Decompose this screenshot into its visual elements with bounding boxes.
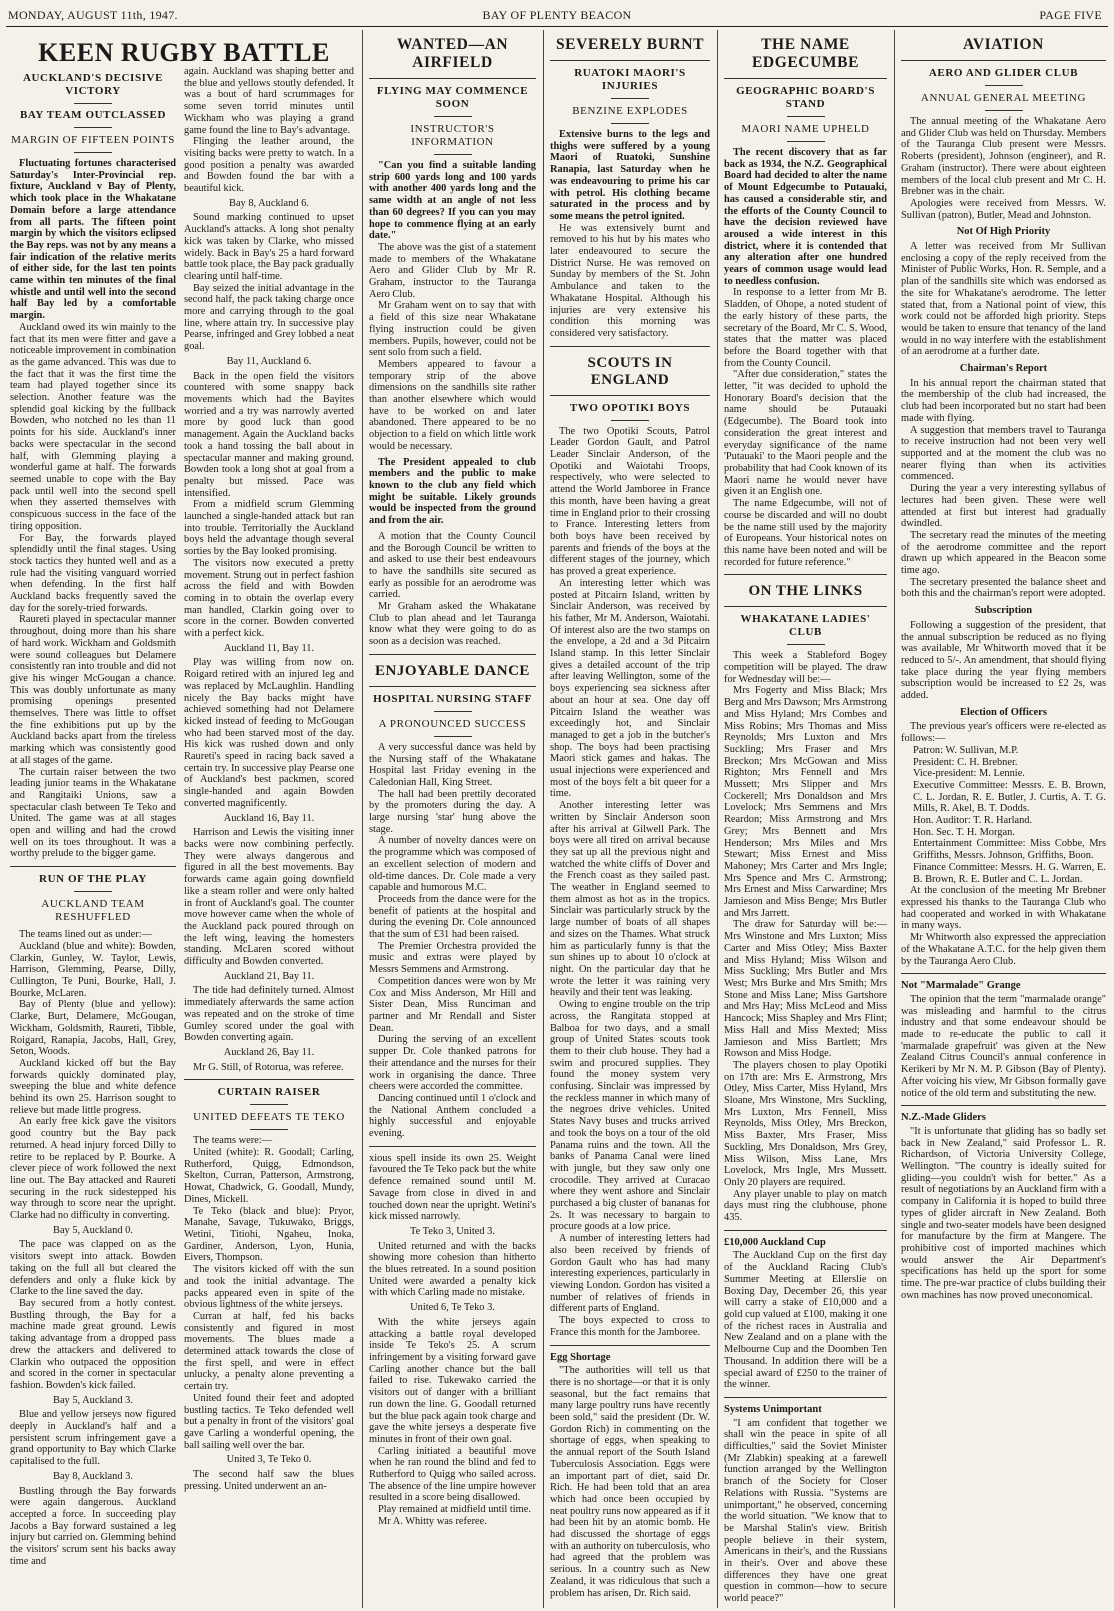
paragraph: This week a Stableford Bogey competition will be played. The draw for Wednesday will be:— — [724, 650, 887, 685]
divider — [434, 154, 472, 155]
paragraph: During the year a very interesting syllabus of lectures had been given. These were well attended at first but interest had gradually dwindled. — [901, 483, 1106, 530]
paragraph: The secretary presented the balance sheet and both this and the chairman's report were adopted. — [901, 576, 1106, 600]
subhead-run-of-play: RUN OF THE PLAY — [39, 873, 147, 886]
headline-burnt: SEVERELY BURNT — [555, 36, 705, 53]
paragraph: Sound marking continued to upset Auckland's attacks. A long shot penalty kick was taken by Clarke, who missed widely. Back in Bay's 25 a hard forward battle took place, the Bay pack gradually clearing until half-time. — [184, 212, 354, 282]
score-line: Auckland 26, Bay 11. — [223, 1046, 315, 1058]
score-line: Bay 11, Auckland 6. — [226, 355, 312, 367]
divider — [369, 686, 536, 687]
divider — [787, 116, 825, 117]
paragraph: Play remained at midfield until time. — [378, 1504, 531, 1516]
paragraph: United returned and with the backs showing more cohesion than hitherto the blues retreated. In a sound position United were awarded a penalty kick with which Carling made no mistake. — [369, 1240, 536, 1299]
divider — [901, 1105, 1106, 1106]
officer-item: President: C. H. Brebner. — [913, 756, 1018, 768]
score-line: Te Teko 3, United 3. — [410, 1225, 495, 1237]
subhead-instructor: INSTRUCTOR'S INFORMATION — [410, 123, 495, 148]
subhead-subscription: Subscription — [974, 605, 1033, 617]
subhead-systems: Systems Unimportant — [724, 1403, 822, 1415]
subhead-nursing: HOSPITAL NURSING STAFF — [373, 692, 532, 705]
paragraph: The pace was clapped on as the visitors swept into attack. Bowden taking on the full all but cleared the defenders and only a fluke kick by Clarke to the line saved the day. — [10, 1239, 176, 1298]
paragraph: Curran at half, fed his backs consistently and figured in most movements. The blues made a determined attack towards the close of the first spell, and were in effect unlucky, a penalty alone preventing a certain try. — [184, 1310, 354, 1393]
paragraph: Te Teko (black and blue): Pryor, Manahe, Savage, Tukuwako, Briggs, Wetini, Titiohi, Ngaheu, Inoka, Gardiner, Anderson, Lyon, Hunia, Eivers, Thompson. — [184, 1205, 354, 1264]
score-line: Bay 5, Auckland 3. — [53, 1394, 133, 1406]
divider — [250, 1104, 288, 1105]
paragraph: Auckland owed its win mainly to the fact that its men were fitter and gave a noticeable improvement in combination as the game advanced. This was due to the fact that it was the first time the team had played together since its selection. Another feature was the splendid goal kicking by the fullback Bowden, who notched no les than 11 points for his side. Auckland's inner backs were spectacular in the second half, with Glemming playing a wonderful game at half. The forwards seemed unable to cope with the Bay pack until well into the second spell when they asserted themselves with conspicuous success in the face of the tiring opposition. — [10, 321, 176, 532]
divider — [724, 574, 887, 575]
paragraph: Bay of Plenty (blue and yellow): Clarke, Burt, Delamere, McGougan, Wickham, Goldsmith, Raureti, Tibble, Roigard, Ranapia, Jacobs, Hall, Grey, Seton, Woods. — [10, 999, 176, 1058]
paragraph: Any player unable to play on match days must ring the clubhouse, phone 435. — [724, 1188, 887, 1224]
divider — [724, 1397, 887, 1398]
paragraph: "After due consideration," states the letter, "it was decided to uphold the Honorary Board's decision that the name should be Putauaki (Edgecumbe). The Board took into consideration the great interest and everyday significance of the name 'Putauaki' to the Maori people and the probability that had Cook known of its Maori name he would never have given it an English one. — [724, 369, 887, 498]
divider — [434, 736, 472, 737]
subhead-election: Election of Officers — [960, 706, 1047, 718]
subhead-curtain-raiser: CURTAIN RAISER — [217, 1086, 321, 1099]
article-lead: The recent discovery that as far back as 1934, the N.Z. Geographical Board had decided to alter the name of Mount Edgecumbe to Putauaki, has caused a considerable stir, and the efforts of the County Council to have the decision reviewed have aroused a wide interest in this district, where it is contended that any alteration after one hundred years of common usage would lead to needless confusion. — [724, 147, 887, 287]
headline-rugby: KEEN RUGBY BATTLE — [38, 38, 330, 67]
subhead-cup: £10,000 Auckland Cup — [724, 1236, 826, 1248]
paragraph: Auckland kicked off but the Bay forwards quickly dominated play, sweeping the blue and white defence behind its own 25. Harrison sought to relieve but made little progress. — [10, 1057, 176, 1116]
paragraph: Proceeds from the dance were for the benefit of patients at the hospital and during the evening Dr. Cole announced that the sum of £31 had been raised. — [369, 893, 536, 941]
divider — [550, 60, 710, 61]
officer-item: Finance Committee: Messrs. H. G. Warren, E. B. Brown, R. E. Butler and C. L. Jordan. — [913, 861, 1106, 885]
paragraph: Mr Graham went on to say that with a field of this size near Whakatane flying instruction could be given members. Pupils, however, could not be sent solo from such a field. — [369, 300, 536, 359]
divider — [434, 116, 472, 117]
score-line: Bay 8, Auckland 3. — [53, 1470, 133, 1482]
paragraph: Competition dances were won by Mr Cox and Miss Anderson, Mr Hill and Sister Dean, Miss Runciman and partner and Mr Rendall and Sister Dean. — [369, 975, 536, 1034]
masthead-paper: BAY OF PLENTY BEACON — [482, 8, 632, 22]
deck-1: AUCKLAND'S DECISIVE VICTORY — [22, 72, 164, 97]
paragraph: The two Opotiki Scouts, Patrol Leader Gordon Gault, and Patrol Leader Sinclair Anderson, of the Opotiki and Waiotahi Troops, respectively, who were selected to attend the World Jamboree in France this month, have been having a great time in England prior to their crossing to France. Interesting letters from both boys have been received by parents and friends of the boys at the different stages of the journey, which has proved a great experience. — [550, 425, 710, 578]
divider — [985, 85, 1023, 86]
score-line: Bay 5, Auckland 0. — [53, 1224, 133, 1236]
paragraph: An early free kick gave the visitors good country but the Bay pack returned. A head injury forced Dilly to retire to be replaced by P. Bourke. A clever piece of work followed the next line out. The Bay attacked and Raureti securing in the ruck sidestepped his way through to score near the upright. Clarke had no difficulty in converting. — [10, 1116, 176, 1222]
divider — [724, 78, 887, 79]
subhead-flying: FLYING MAY COMMENCE SOON — [376, 85, 529, 110]
deck-2: BAY TEAM OUTCLASSED — [19, 109, 167, 121]
column-5 — [724, 30, 887, 1608]
paragraph: The visitors now executed a pretty movement. Strung out in perfect fashion across the field and with Bowden coming in to obtain the overlap every man handled, Clarkin going over to score in the corner. Bowden converted with a perfect kick. — [184, 557, 354, 640]
subhead-benzine: BENZINE EXPLODES — [572, 105, 688, 117]
divider — [250, 1129, 288, 1130]
divider — [184, 1079, 354, 1080]
paragraph: The players chosen to play Opotiki on 17th are: Mrs E. Armstrong, Mrs Otley, Miss Carter, Miss Hyland, Mrs Sloane, Mrs Winstone, Mrs Suckling, Mrs Luxton, Mrs Fennell, Miss Reynolds, Miss Otley, Mrs Breckon, Miss Baxter, Mrs Fraser, Miss Suckling, Mrs Donaldson, Mrs Grey, Miss Wilson, Miss Lane, Mrs Lovelock, Mrs Ingle, Mrs Mussett. Only 20 players are required. — [724, 1059, 887, 1188]
paragraph: Following a suggestion of the president, that the annual subscription be reduced as no flying was available, Mr Whitworth moved that it be reduced to 5/-. An amendment, that should flying take place during the year flying members subscription would be increased to £2 2s, was added. — [901, 619, 1106, 702]
paragraph: xious spell inside its own 25. Weight favoured the Te Teko pack but the white defence remained sound until M. Savage from close in dived in and touched down near the upright. Wetini's kick missed narrowly. — [369, 1152, 536, 1223]
divider — [787, 644, 825, 645]
paragraph: The hall had been prettily decorated by the promoters during the day. A large nursing 'star' hung above the stage. — [369, 788, 536, 835]
paragraph: An interesting letter which was posted at Pitcairn Island, written by Sinclair Anderson, was received by his father, Mr M. Anderson, Waiotahi. Of interest also are the two stamps on the envelope, a 2d and a 3d Pitcairn Island stamp. In this letter Sinclair gives a detailed account of the trip after leaving Wellington, some of the boys experiencing sea sickness after about an hour at sea. One day off Pitcairn Island the weather was exceedingly hot, and Sinclair managed to get a job in the butcher's shop. The boys had been practising Maori stick games and hakas. The usual injections were experienced and most of the boys felt a bit queer for a time. — [550, 577, 710, 800]
masthead-date: MONDAY, AUGUST 11th, 1947. — [8, 8, 178, 22]
paragraph: Members appeared to favour a temporary strip of the above dimensions on the sandhills site rather than another elsewhere which would have to be worked on and later abandoned. There appeared to be no objection to a field on which little work would be necessary. — [369, 358, 536, 452]
divider — [611, 123, 649, 124]
column-rule — [543, 30, 544, 1608]
divider — [985, 110, 1023, 111]
paragraph: United (white): R. Goodall; Carling, Rutherford, Quigg, Edmondson, Skelton, Curran, Patterson, Armstrong, Howat, Chadwick, G. Goodall, Mundy, Dines, Mickell. — [184, 1147, 354, 1205]
divider — [434, 711, 472, 712]
paragraph: The tide had definitely turned. Almost immediately afterwards the same action was repeated and on the stroke of time Gumley scored under the goal with Bowden converting again. — [184, 985, 354, 1044]
subhead-success: A PRONOUNCED SUCCESS — [378, 717, 527, 730]
divider — [611, 420, 649, 421]
paragraph: The visitors kicked off with the sun and took the initial advantage. The packs appeared even in spite of the obvious lightness of the white jerseys. — [184, 1264, 354, 1311]
paragraph: The curtain raiser between the two leading junior teams in the Whakatane and Rangitaiki Unions, saw a spectacular clash between Te Teko and United. The game was at all stages open and willing and had the crowd well on its toes throughout. It was a worthy prelude to the bigger game. — [10, 766, 176, 860]
divider — [369, 1146, 536, 1147]
paragraph: United found their feet and adopted bustling tactics. Te Teko defended well but a penalty in front of the visitors' goal gave Carling a wonderful opening, the ball sailing well over the bar. — [184, 1392, 354, 1451]
divider — [74, 152, 112, 153]
paragraph: He was extensively burnt and removed to his hut by his mates who later endeavoured to secure the District Nurse. He was removed on Sunday by members of the St. John Ambulance and taken to the Whakatane Hospital. Although his injuries are very extensive his condition this morning was considered very satisfactory. — [550, 222, 710, 339]
paragraph: Auckland (blue and white): Bowden, Clarkin, Gunley, W. Taylor, Lewis, Harrison, Glemming, Pearse, Dilly, Cullington, Te Puni, Bourke, Hall, J. Bourke, McLaren. — [10, 940, 176, 999]
paragraph: Mrs Fogerty and Miss Black; Mrs Berg and Mrs Dawson; Mrs Armstrong and Miss Hyland; Mrs Combes and Miss Robins; Mrs Thomas and Miss Reynolds; Mrs Luxton and Mrs Suckling; Mrs Fraser and Mrs Breckon; Mrs McGowan and Miss Righton; Mrs Fennell and Mrs Mussett; Mrs Slipper and Mrs Cockerell; Mrs Donaldson and Mrs Lovelock; Mrs Semmens and Mrs Reardon; Miss Armstrong and Mrs Grey; Mrs Bennett and Mrs Henderson; Mrs Miles and Mrs Stewart; Miss Ernest and Miss Mahoney; Mrs Carter and Mrs Ingle; Mrs Spence and Mrs C. Armstrong; Mrs Ernest and Miss Carwardine; Mrs Jamieson and Miss Benge; Mrs Butler and Mrs Jarrett. — [724, 685, 887, 919]
score-line: Bay 8, Auckland 6. — [229, 197, 309, 209]
paragraph: Another interesting letter was written by Sinclair Anderson soon after his arrival at Gilwell Park. The boys were all tired on arrival because they sat up all the previous night and watched the white cliffs of Dover and the French coast as they sailed past. The weather in England seemed to them almost as hot as in the tropics. Sinclair was particularly struck by the large number of boats of all shapes and sizes on the Thames. What struck him as particularly funny is that the sun shines up to about 10 o'clock at night. On the particular day that he wrote the letter it was raining very heavily and their tent was leaking. — [550, 800, 710, 999]
paragraph: The previous year's officers were re-elected as follows:— — [901, 721, 1106, 745]
paragraph: Mr Graham asked the Whakatane Club to plan ahead and let Tauranga know what they were going to do as soon as a decision was reached. — [369, 601, 536, 648]
paragraph: Blue and yellow jerseys now figured deeply in Auckland's half and a persistent scrum infringement gave a grand opportunity to Bay which Clarke capitalised to the full. — [10, 1409, 176, 1468]
column-rule — [894, 30, 895, 1608]
divider — [724, 606, 887, 607]
divider — [74, 103, 112, 104]
paragraph: Carling initiated a beautiful move when he ran round the blind and fed to Rutherford to Quigg who sailed across. The absence of the line umpire however resulted in a score being disallowed. — [369, 1445, 536, 1504]
paragraph: Mr A. Whitty was referee. — [378, 1515, 487, 1527]
paragraph: "The authorities will tell us that there is no shortage—or that it is only seasonal, but the fact remains that many large poultry runs have recently been sold," said the president (Dr. W. Gordon Rich) in commenting on the shortage of eggs, when speaking to the annual report of the South Island Tuberculosis Association. Eggs were an important part of diet, said Dr. Rich. He had been told that an area which had once been occupied by neat poultry runs now appeared as if it had been hit by an atomic bomb. He had discussed the shortage of eggs with an authority on tuberculosis, who had agreed that the problem was serious. In a country such as New Zealand, it was ridiculous that such a problem has arisen, Dr. Rich said. — [550, 1365, 710, 1599]
headline-airfield: WANTED—AN AIRFIELD — [396, 36, 509, 71]
paragraph: Flinging the leather around, the visiting backs were pretty to watch. In a good position a penalty was awarded and Bowden found the bar with a beautiful kick. — [184, 136, 354, 195]
divider — [550, 346, 710, 347]
paragraph: The Auckland Cup on the first day of the Auckland Racing Club's Summer Meeting at Ellerslie on Boxing Day, December 26, this year will carry a stake of £10,000 and a gold cup valued at £100, making it one of the richest races in Australia and New Zealand and on a plane with the Melbourne Cup and the Doomben Ten Thousand. In addition there will be a special award of £250 to the trainer of the winner. — [724, 1250, 887, 1391]
article-lead: Fluctuating fortunes characterised Saturday's Inter-Provincial rep. fixture, Auckland v Bay of Plenty, which took place in the Whakatane Domain before a large attendance from all parts. The fifteen point margin by which the visitors eclipsed the Bay reps. was not by any means a fair indication of the relative merits of either side, for the last ten points came within ten minutes of the final whistle and until well into the second half Bay led by a comfortable margin. — [10, 158, 176, 322]
divider — [550, 1345, 710, 1346]
score-line: Auckland 16, Bay 11. — [223, 812, 315, 824]
paragraph: The Premier Orchestra provided the music and extras were played by Messrs Semmens and Armstrong. — [369, 940, 536, 976]
score-line: Auckland 21, Bay 11. — [223, 970, 315, 982]
paragraph: The secretary read the minutes of the meeting of the aerodrome committee and the report drawn up which appeared in the Beacon some time ago. — [901, 529, 1106, 577]
article-lead: Extensive burns to the legs and thighs were suffered by a young Maori of Ruatoki, Sunshine Ranapia, last Saturday when he was endeavouring to prime his car with petrol. His clothing became saturated in the process and by some means the petrol ignited. — [550, 129, 710, 222]
paragraph: The above was the gist of a statement made to members of the Whakatane Aero and Glider Club by Mr R. Graham, instructor to the Tauranga Aero Club. — [369, 241, 536, 300]
paragraph: A very successful dance was held by the Nursing staff of the Whakatane Hospital last Friday evening in the Caledonian Hall, King Street. — [369, 741, 536, 788]
officer-item: Entertainment Committee: Miss Cobbe, Mrs Griffiths, Messrs. Johnson, Griffiths, Boon. — [913, 838, 1106, 862]
paragraph: The teams were:— — [193, 1135, 273, 1147]
divider — [369, 654, 536, 655]
column-4 — [550, 30, 710, 1608]
paragraph: The annual meeting of the Whakatane Aero and Glider Club was held on Thursday. Members of the Tauranga Club present were Messrs. Roberts (president), Johnson (engineer), and R. Graham (instructor). There were about eighteen members of the local club present and Mr C. H. Brebner was in the chair. — [901, 116, 1106, 198]
subhead-marmalade: Not "Marmalade" Grange — [901, 980, 1021, 992]
deck-3: MARGIN OF FIFTEEN POINTS — [11, 134, 175, 146]
column-6 — [901, 30, 1106, 1608]
paragraph: A motion that the County Council and the Borough Council be written to and asked to use their best endeavours to have the sandhills site secured as early as possible for an aerodrome was carried. — [369, 530, 536, 601]
divider — [550, 395, 710, 396]
article-lead: "Can you find a suitable landing strip 600 yards long and 100 yards with another 400 yards long and the same width at an angle of not less than 60 degrees? If you can you may hope to commence flying at an early date." — [369, 160, 536, 242]
subhead-geographic: GEOGRAPHIC BOARD'S STAND — [736, 85, 875, 110]
headline-scouts: SCOUTS IN ENGLAND — [587, 354, 673, 388]
paragraph: Mr Whitworth also expressed the appreciation of the Whakatane A.T.C. for the help given them by the Tauranga Aero Club. — [901, 932, 1106, 967]
subhead-maori-name: MAORI NAME UPHELD — [741, 123, 870, 135]
paragraph: The opinion that the term "marmalade orange" was misleading and harmful to the citrus industry and that some endeavour should be made to re-educate the public to call it 'marmalade grapefruit' was given at the New Zealand Citrus Council's annual conference in Kerikeri by Mr N. M. P. Gibson (Bay of Plenty). After voicing his view, Mr Gibson formally gave notice of the old term and substituting the new. — [901, 993, 1106, 1099]
divider — [74, 127, 112, 128]
officer-item: Patron: W. Sullivan, M.P. — [913, 744, 1019, 756]
paragraph: From a midfield scrum Glemming launched a single-handed attack but ran into trouble. Territorially the Auckland boys held the advantage though several sorties by the Bay looked promising. — [184, 499, 354, 558]
paragraph: The teams lined out as under:— — [19, 929, 153, 941]
paragraph: Mr G. Still, of Rotorua, was referee. — [193, 1061, 344, 1073]
paragraph: For Bay, the forwards played splendidly until the final stages. Using stock tactics they hunted well and as a rule had the visiting vanguard worried when defending. In the first half Auckland backs frequently saved the day for the sorely-tried forwards. — [10, 532, 176, 614]
paragraph: The draw for Saturday will be:— Mrs Winstone and Mrs Luxton; Miss Carter and Miss Otley; Miss Baxter and Miss Hyland; Miss Wilson and Miss Suckling; Mrs Butler and Mrs West; Mrs Burke and Mrs Smith; Mrs Stone and Miss Lane; Miss Gartshore and Mrs Hay; Miss McLeod and Miss Hancock; Miss Shapley and Mrs Flint; Miss Hall and Miss Mexted; Miss Jamieson and Miss Bartlett; Mrs Rowson and Miss Hodge. — [724, 919, 887, 1060]
paragraph: Harrison and Lewis the visiting inner backs were now combining perfectly. They were always dangerous and figured in all the best movements. Bay forwards came again going downfield like a steam roller and were only halted in front of Auckland's goal. The counter move however came when the whole of the Auckland pack poured through on the left wing, leaving the homesters standing. McLaren scored without difficulty and Bowden converted. — [184, 827, 354, 968]
subhead-egg: Egg Shortage — [550, 1351, 611, 1363]
paragraph: During the serving of an excellent supper Dr. Cole thanked patrons for their attendance and the nurses for their work in organising the dance. Three cheers were accorded the committee. — [369, 1034, 536, 1093]
paragraph: again. Auckland was shaping better and the blue and yellows stoutly defended. It was a bout of hard scrummages for some seven torrid minutes until Wickham who was playing a grand game found the line to Bay's advantage. — [184, 66, 354, 136]
paragraph: Apologies were received from Messrs. W. Sullivan (patron), Butler, Mead and Johnston. — [901, 197, 1106, 221]
divider — [787, 141, 825, 142]
headline-links: ON THE LINKS — [748, 583, 863, 600]
subhead-united: UNITED DEFEATS TE TEKO — [193, 1111, 345, 1124]
column-3 — [369, 30, 536, 1608]
paragraph: A letter was received from Mr Sullivan enclosing a copy of the reply received from the Minister of Public Works, Hon. R. Semple, and a plan of the sandhills site which was endorsed as the site for Whakatane's aerodrome. The letter stated that, from a National point of view, this work could not be afforded high priority. Steps would be taken to ensure that tenancy of the land would in no way interfere with the establishment of an aerodrome at a further date. — [901, 241, 1106, 358]
subhead-high-priority: Not Of High Priority — [956, 226, 1051, 238]
officer-item: Hon. Auditor: T. R. Harland. — [913, 815, 1033, 827]
paragraph: At the conclusion of the meeting Mr Brebner expressed his thanks to the Tauranga Club who had cooperated and worked in with Whakatane in many ways. — [901, 885, 1106, 932]
paragraph: Back in the open field the visitors countered with some snappy back movements which had the Bayites worried and a try was narrowly averted more by good luck than good management. Again the Auckland backs took a hand tossing the ball about in spectacular manner and making ground. Bowden took a long shot at goal from a penalty but missed. Pace was intensified. — [184, 370, 354, 499]
divider — [724, 1230, 887, 1231]
paragraph: Bay secured from a hotly contest. Bustling through, the Bay for a machine made great ground. Lewis taking advantage from a dropped pass drew the attackers and delivered to Clarkin who outpaced the opposition and scored in the corner in spectacular fashion. Bowden's kick failed. — [10, 1297, 176, 1391]
subhead-ladies-club: WHAKATANE LADIES' CLUB — [740, 613, 871, 639]
score-line: United 6, Te Teko 3. — [410, 1302, 495, 1314]
paragraph: Dancing continued until 1 o'clock and the National Anthem concluded a highly successful and enjoyable evening. — [369, 1092, 536, 1140]
paragraph: Raureti played in spectacular manner throughout, doing more than his share of hard work. Wickham and Goldsmith were sound colleagues but Delamere consistently ran into trouble and did not give his winger McGougan a chance. This was doubly unfortunate as many promising openings presented themselves. There was little to offset the fine exhibitions put up by the Auckland backs apart from the tireless marking which was consistently good at all stages of the game. — [10, 614, 176, 766]
divider — [611, 98, 649, 99]
subhead-opotiki: TWO OPOTIKI BOYS — [569, 401, 691, 414]
subhead-aero-club: AERO AND GLIDER CLUB — [928, 67, 1079, 79]
paragraph: Owing to engine trouble on the trip across, the Rangitata stopped at Balboa for two days, and a small group of United States scouts took them to their club house. They had a swim and procured supplies. They found the money system very confusing. Sinclair was impressed by the reckless manner in which many of the negroes drive vehicles. United States Navy buses and trucks arrived and took the boys on a tour of the old Panama ruins and the town. All the banks of Panama Canal were lined with jungle, but they saw only one crocodile. They arrived at Curacao where they went ashore and Sinclair purchased a big cluster of bananas for 2s. It was necessary to bargain to procure goods at a low price. — [550, 999, 710, 1233]
divider — [901, 60, 1106, 61]
subhead-gliders: N.Z.-Made Gliders — [901, 1112, 986, 1124]
column-2 — [184, 66, 354, 1608]
divider — [74, 891, 112, 892]
headline-aviation: AVIATION — [963, 36, 1044, 53]
officer-item: Executive Committee: Messrs. E. B. Brown, C. L. Jordan, R. E. Butler, J. Curtis, A. T. G. Mills, R. Akel, B. T. Dodds. — [913, 779, 1106, 815]
divider — [901, 973, 1106, 974]
score-line: United 3, Te Teko 0. — [226, 1454, 312, 1466]
column-rule — [362, 30, 363, 1608]
paragraph: "I am confident that together we shall win the peace in spite of all difficulties," said the Soviet Minister (Mr Zlabkin) speaking at a farewell function arranged by the Wellington branch of the Society for Closer Relations with Russia. "Systems are unimportant," he observed, concerning the world situation. "We know that to be Marshal Stalin's view. British people believe in their system, Americans in their's, and the Russians in their's. Over and above these differences they have one great question in common—how to secure world peace?" — [724, 1417, 887, 1605]
subhead-annual-meeting: ANNUAL GENERAL MEETING — [920, 92, 1087, 104]
paragraph: Bay seized the initial advantage in the second half, the pack taking charge once more and carrying through to the goal line, where attain try. In successive play Pearse, infringed and Grey lobbed a neat goal. — [184, 282, 354, 353]
paragraph: A number of interesting letters had also been received by friends of Gordon Gault who has had many interesting experiences, particularly in viewing London. Gordon has visited a number of relatives of friends in different parts of England. — [550, 1233, 710, 1315]
masthead — [0, 0, 1114, 22]
masthead-page: PAGE FIVE — [1039, 8, 1102, 22]
paragraph: "It is unfortunate that gliding has so badly set back in New Zealand," said Professor L. R. Richardson, of Victoria University College, Wellington. "The country is ideally suited for gliding—you couldn't wish for better." As a result of negotiations by an Auckland firm with a company in California it is hoped to build three types of glider aircraft in New Zealand. Both single and two-seater models have been designed for manufacture by the firm at Mangere. The prohibitive cost of imported machines which would answer the Air Department's specifications has held up the sport for some time. The pre-war practice of clubs building their own machines has now proved uneconomical. — [901, 1125, 1106, 1301]
subhead-ruatoki: RUATOKI MAORI'S INJURIES — [574, 67, 686, 92]
officer-item: Vice-president: M. Lennie. — [913, 768, 1025, 780]
masthead-rule — [6, 26, 1108, 27]
paragraph: Play was willing from now on. Roigard retired with an injured leg and was replaced by McLaughlin. Handling nicely the Bay backs might have achieved something had not Delamere kicked instead of feeding to McGougan who had been starved most of the day. His kick was rushed down and only Raureti's speed in racing back saved a certain try. In successive play Pearse one of Auckland's best packmen, scored single-handed and again Bowden converted magnificently. — [184, 657, 354, 809]
subhead-chairman: Chairman's Report — [959, 363, 1048, 375]
paragraph: A number of novelty dances were on the programme which was composed of an excellent selection of modern and old-time dances. Dr. Cole made a very capable and humorous M.C. — [369, 835, 536, 894]
paragraph: The name Edgecumbe, will not of course be discarded and will no doubt be the name still used by the majority of Europeans. Your historical notes on this name have been noted and will be recorded for future reference." — [724, 498, 887, 568]
paragraph: The second half saw the blues pressing. United underwent an an- — [184, 1469, 354, 1492]
column-rule — [717, 30, 718, 1608]
subhead-reshuffled: AUCKLAND TEAM RESHUFFLED — [41, 898, 145, 924]
paragraph: In his annual report the chairman stated that the membership of the club had increased, the club had been incorporated but no start had been made with flying. — [901, 377, 1106, 424]
divider — [10, 866, 176, 867]
score-line: Auckland 11, Bay 11. — [223, 642, 315, 654]
paragraph: With the white jerseys again attacking a battle royal developed inside Te Teko's 25. A scrum infringement by a visiting forward gave Carling another chance but the ball failed to rise. Tukewako carried the visitors out of danger with a brilliant run down the line. G. Goodall returned but the blue pack again took charge and gave the white jerseys a desperate five minutes in front of their own goal. — [369, 1316, 536, 1445]
paragraph: Bustling through the Bay forwards were again dangerous. Auckland accepted a force. In succeeding play Jacobs a Bay forward sustained a leg injury but carried on. Glemming behind the visitors' scrum sent his backs away time and — [10, 1485, 176, 1567]
paragraph: The boys expected to cross to France this month for the Jamboree. — [550, 1315, 710, 1338]
paragraph-bold: The President appealed to club members and the public to make known to the club any field which might be suitable. Likely grounds would be inspected from the ground and from the air. — [369, 456, 536, 527]
divider — [369, 78, 536, 79]
headline-edgecumbe: THE NAME EDGECUMBE — [751, 36, 860, 71]
paragraph: In response to a letter from Mr B. Sladden, of Ohope, a noted student of the early history of these parts, the secretary of the Board, Mr C. S. Wood, states that the matter was placed before the Board together with that from the County Council. — [724, 287, 887, 369]
paragraph: A suggestion that members travel to Tauranga to receive instruction had not been very well supported and at the moment the club was no nearer flying than when its activities commenced. — [901, 424, 1106, 483]
officer-item: Hon. Sec. T. H. Morgan. — [913, 826, 1015, 838]
headline-dance: ENJOYABLE DANCE — [375, 662, 530, 679]
